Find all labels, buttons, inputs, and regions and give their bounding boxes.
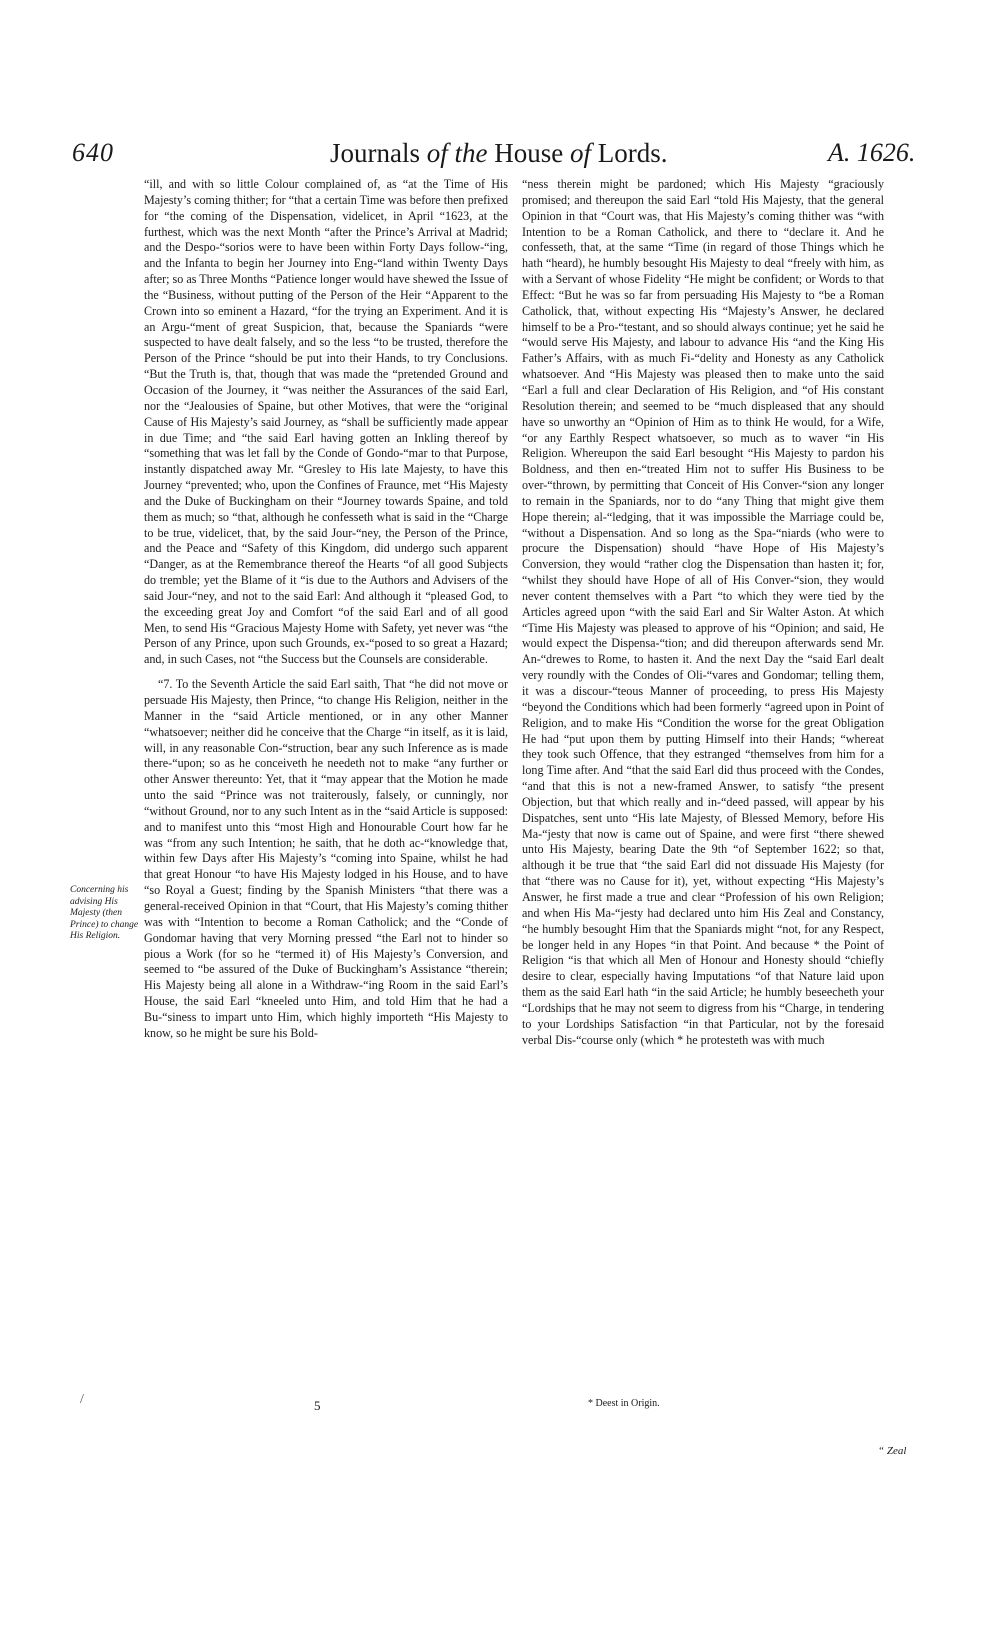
left-column	[144, 177, 508, 1042]
left-paragraph-article-seven: “7. To the Seventh Article the said Earl saith, That “he did not move or persuade His Majesty, then Prince, “to change His Religion, neither in the Manner in the “said Article mentioned, or in any other Manner “whatsoever; neither did he conceive that the Charge “in itself, as it is laid, will, in any reasonable Con-“struction, bear any such Inference as is made there-“upon; so as he conceiveth he needeth not to make “any further or other Answer thereunto: Yet, that it “may appear that the Motion he made unto the said “Prince was not traiterously, falsely, or cunningly, nor “without Ground, nor to any such Intent as in the “said Article is supposed: and to manifest unto this “most High and Honourable Court how far he was “from any such Intention; he saith, that he doth ac-“knowledge that, within few Days after His Majesty’s “coming into Spaine, whilst he had that great Honour “to have His Majesty lodged in his House, and to have “so Royal a Guest; finding by the Spanish Ministers “that there was a general-received Opinion in that “Court, that His Majesty’s coming thither was with “Intention to become a Roman Catholick; and the “Conde of Gondomar having that very Morning pressed “the Earl not to hinder so pious a Work (for so he “termed it) of His Majesty’s Conversion, and seemed to “be assured of the Duke of Buckingham’s Assistance “therein; His Majesty being all alone in a Withdraw-“ing Room in the said Earl’s House, the said Earl “kneeled unto Him, and told Him that he had a Bu-“siness to impart unto Him, which highly importeth “His Majesty to know, so he might be sure his Bold-	[144, 677, 508, 1040]
title-part-journals: Journals	[330, 138, 427, 168]
signature-mark: 5	[314, 1398, 321, 1413]
title-part-lords: Lords.	[591, 138, 668, 168]
footnote: * Deest in Origin.	[588, 1398, 660, 1409]
page-number: 640	[72, 138, 114, 167]
marginal-note: Concerning his advising His Majesty (then Prince) to change His Religion.	[70, 885, 139, 941]
stray-mark: /	[80, 1392, 84, 1407]
year-heading: A. 1626.	[828, 138, 916, 167]
right-column	[522, 177, 884, 1048]
catchword: “ Zeal	[878, 1445, 907, 1457]
running-title	[330, 138, 668, 169]
left-paragraph-continuation: “ill, and with so little Colour complained of, as “at the Time of His Majesty’s coming thither; for “that a certain Time was before then prefixed for “the coming of the Dispensation, videlicet, in April “1623, at the furthest, which was the next Month “after the Prince’s Arrival at Madrid; and the Despo-“sorios were to have been within Forty Days follow-“ing, and the Infanta to begin her Journey into Eng-“land within Twenty Days after; so as Three Months “Patience longer would have shewed the Issue of the “Business, without putting of the Person of the Heir “Apparent to the Crown into so eminent a Hazard, “for the trying an Experiment. And it is an Argu-“ment of great Suspicion, that, because the Spaniards “were suspected to have dealt falsely, and so the less “to be trusted, therefore the Person of the Prince “should be put into their Hands, to try Conclusions. “But the Truth is, that, though that was made the “pretended Ground and Occasion of the Journey, it “was neither the Assurances of the said Earl, nor the “Jealousies of Spaine, but other Motives, that were the “original Cause of His Majesty’s said Journey, as “shall be sufficiently made appear in due Time; and “the said Earl having gotten an Inkling thereof by “something that was let fall by the Conde of Gondo-“mar to that Purpose, instantly dispatched away Mr. “Gresley to His late Majesty, to have this Journey “prevented; who, upon the Confines of Fraunce, met “His Majesty and the Duke of Buckingham on their “Journey towards Spaine, and told them as much; so “that, although he confesseth what is said in the “Charge to be true, videlicet, that, by the said Jour-“ney, the Person of the Prince, and the Peace and “Safety of this Kingdom, did undergo such apparent “Danger, as at the Remembrance thereof the Hearts “of all good Subjects do tremble; yet the Blame of it “is due to the Authors and Advisers of the said Jour-“ney, and not to the said Earl: And although it “pleased God, to the exceeding great Joy and Comfort “of the said Earl and of all good Men, to send His “Gracious Majesty Home with Safety, yet never was “the Person of any Prince, upon such Grounds, ex-“posed to so great a Hazard; and, in such Cases, not “the Success but the Counsels are considerable.	[144, 177, 508, 667]
title-part-of-the: of the	[426, 138, 488, 168]
title-part-house: House	[487, 138, 570, 168]
title-part-of: of	[570, 138, 592, 168]
right-paragraph-continuation: “ness therein might be pardoned; which His Majesty “graciously promised; and thereupon the said Earl “told His Majesty, that the general Opinion in that “Court was, that His Majesty’s coming thither was “with Intention to be a Roman Catholick, and there to “declare it. And he confesseth, that, at the same “Time (in regard of those Things which he hath “heard), he humbly besought His Majesty to deal “freely with him, as with a Servant of whose Fidelity “He might be confident; or Words to that Effect: “But he was so far from persuading His Majesty to “be a Roman Catholick, that, without expecting His “Majesty’s Answer, he declared himself to be a Pro-“testant, and so should always continue; yet he said he “would serve His Majesty, and labour to advance His “and the King His Father’s Affairs, with as much Fi-“delity and Honesty as any Catholick whatsoever. And “His Majesty was pleased then to make unto the said “Earl a full and clear Declaration of His Religion, and “of His constant Resolution therein; and seemed to be “much displeased that any should have so unworthy an “Opinion of Him as to think He would, for a Wife, “or any Earthly Respect whatsoever, so much as to waver “in His Religion. Whereupon the said Earl besought “His Majesty to pardon his Boldness, and then en-“treated Him not to suffer His Business to be over-“thrown, by permitting that Conceit of His Conver-“sion any longer to remain in the Spaniards, nor to do “any Thing that might give them Hope therein; al-“ledging, that it was impossible the Marriage could be, “without a Dispensation. And so long as the Spa-“niards (who were to procure the Dispensation) should “have Hope of His Majesty’s Conversion, they would “rather clog the Dispensation than hasten it; for, “whilst they should have Hope of all of His Conver-“sion, they would never content themselves with a Part “to which they were tied by the Articles agreed upon “with the said Earl and Sir Walter Aston. At which “Time His Majesty was pleased to approve of his “Opinion; and said, He would expect the Dispensa-“tion; and did thereupon afterwards send Mr. An-“drewes to Rome, to hasten it. And the next Day the “said Earl dealt very roundly with the Condes of Oli-“vares and Gondomar; telling them, it was a discour-“teous Manner of proceeding, to press His Majesty “beyond the Conditions which had been formerly “agreed upon in Point of Religion, and to make His “Condition the worse for the great Obligation He had “put upon them by putting Himself into their Hands; “whereat they took such Offence, that they estranged “themselves from him for a long Time after. And “that the said Earl did thus proceed with the Condes, “and that this is not a new-framed Answer, to satisfy “the present Objection, but that which really and in-“deed passed, will appear by his Dispatches, sent unto “His late Majesty, of Blessed Memory, before His Ma-“jesty that now is came out of Spaine, and were first “there shewed unto His Majesty, bearing Date the 9th “of September 1622; so that, although it be true that “the said Earl did not dissuade His Majesty (for that “there was no Cause for it), yet, without expecting “His Majesty’s Answer, he first made a true and clear “Profession of his own Religion; and when His Ma-“jesty had declared unto him His Zeal and Constancy, “he humbly besought Him that the Spaniards might “not, for any Respect, be longer held in any Hopes “in that Point. And because * the Point of Religion “is that which all Men of Honour and Honesty should “chiefly desire to clear, especially having Imputations “of that Nature laid upon them as the said Earl hath “in the said Article; he humbly beseecheth your “Lordships that he may not seem to digress from his “Charge, in tendering to your Lordships Satisfaction “in that Particular, not by the foresaid verbal Dis-“course only (which * he protesteth was with much	[522, 177, 884, 1047]
